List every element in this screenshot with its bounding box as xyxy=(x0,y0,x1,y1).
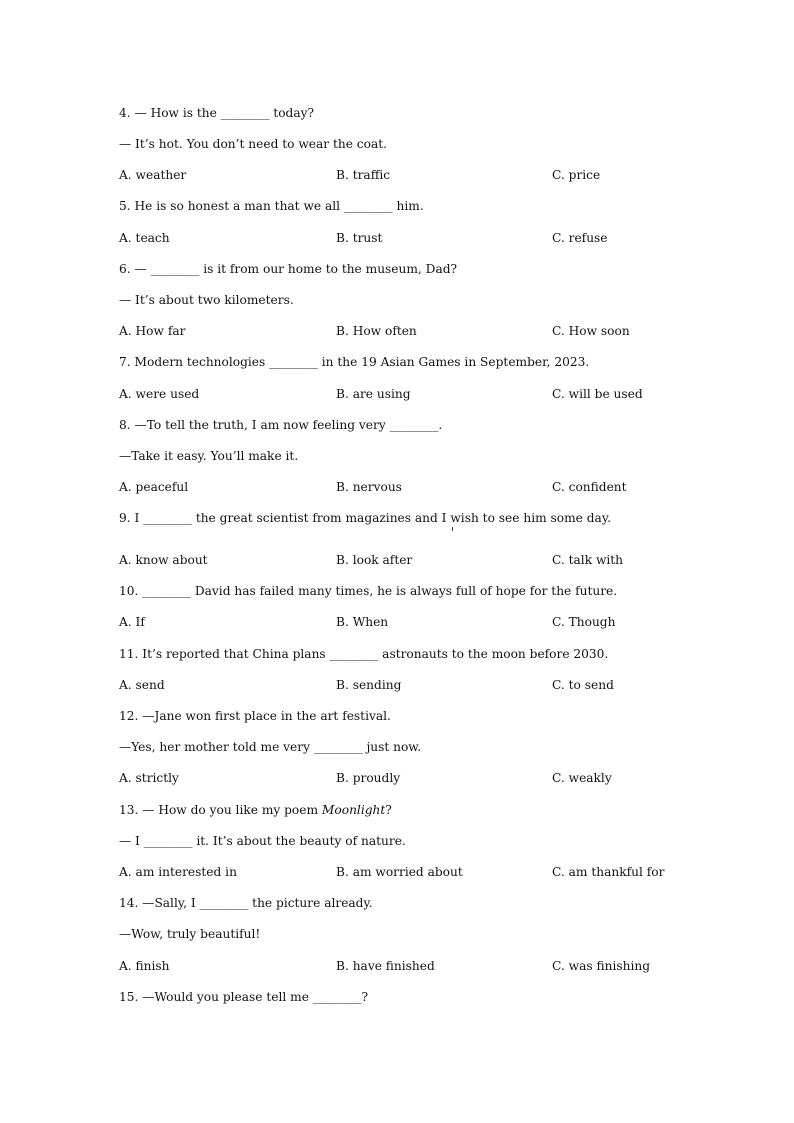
question-14-reply: —Wow, truly beautiful! xyxy=(119,927,261,941)
question-9-stem: 9. I ________ the great scientist from magazines and I wish to see him some day. xyxy=(119,511,611,525)
question-14-option-a: A. finish xyxy=(119,959,170,973)
question-5-option-a: A. teach xyxy=(119,231,170,245)
question-4-option-c: C. price xyxy=(552,168,601,182)
question-7-option-a: A. were used xyxy=(119,387,200,401)
question-13-stem xyxy=(119,802,392,818)
question-11-option-b: B. sending xyxy=(336,678,402,692)
question-11-option-c: C. to send xyxy=(552,678,614,692)
question-13-reply: — I ________ it. It’s about the beauty of nature. xyxy=(119,834,406,848)
question-12-reply: —Yes, her mother told me very ________ just now. xyxy=(119,740,422,754)
question-14-option-b: B. have finished xyxy=(336,959,435,973)
question-12-option-c: C. weakly xyxy=(552,771,612,785)
question-8-stem: 8. —To tell the truth, I am now feeling very ________. xyxy=(119,418,443,432)
question-6-option-a: A. How far xyxy=(119,324,186,338)
question-13-option-b: B. am worried about xyxy=(336,865,463,879)
question-6-option-b: B. How often xyxy=(336,324,417,338)
question-14-stem: 14. —Sally, I ________ the picture already. xyxy=(119,896,373,910)
question-11-stem: 11. It’s reported that China plans ________ astronauts to the moon before 2030. xyxy=(119,647,609,661)
question-4-stem: 4. — How is the ________ today? xyxy=(119,106,315,120)
stray-mark xyxy=(452,527,453,531)
poem-title: Moonlight xyxy=(321,803,386,817)
question-8-option-a: A. peaceful xyxy=(119,480,189,494)
question-7-option-c: C. will be used xyxy=(552,387,643,401)
question-12-option-a: A. strictly xyxy=(119,771,179,785)
question-4-option-b: B. traffic xyxy=(336,168,391,182)
question-10-option-b: B. When xyxy=(336,615,389,629)
question-13-stem-end: ? xyxy=(385,803,392,817)
question-9-option-c: C. talk with xyxy=(552,553,624,567)
question-14-option-c: C. was finishing xyxy=(552,959,650,973)
question-8-option-b: B. nervous xyxy=(336,480,402,494)
question-4-reply: — It’s hot. You don’t need to wear the coat. xyxy=(119,137,387,151)
question-10-option-a: A. If xyxy=(119,615,145,629)
question-5-option-c: C. refuse xyxy=(552,231,608,245)
question-9-option-b: B. look after xyxy=(336,553,413,567)
question-7-stem: 7. Modern technologies ________ in the 19 Asian Games in September, 2023. xyxy=(119,355,590,369)
question-9-option-a: A. know about xyxy=(119,553,208,567)
question-15-stem: 15. —Would you please tell me ________? xyxy=(119,990,369,1004)
question-11-option-a: A. send xyxy=(119,678,165,692)
question-6-option-c: C. How soon xyxy=(552,324,630,338)
question-13-stem-text: 13. — How do you like my poem xyxy=(119,803,322,817)
question-10-stem: 10. ________ David has failed many times, he is always full of hope for the future. xyxy=(119,584,618,598)
question-5-stem: 5. He is so honest a man that we all ________ him. xyxy=(119,199,424,213)
question-12-stem: 12. —Jane won first place in the art festival. xyxy=(119,709,391,723)
question-6-reply: — It’s about two kilometers. xyxy=(119,293,294,307)
question-6-stem: 6. — ________ is it from our home to the museum, Dad? xyxy=(119,262,458,276)
question-4-option-a: A. weather xyxy=(119,168,187,182)
question-12-option-b: B. proudly xyxy=(336,771,401,785)
question-10-option-c: C. Though xyxy=(552,615,616,629)
question-13-option-a: A. am interested in xyxy=(119,865,237,879)
question-5-option-b: B. trust xyxy=(336,231,383,245)
question-13-option-c: C. am thankful for xyxy=(552,865,665,879)
question-7-option-b: B. are using xyxy=(336,387,411,401)
question-8-option-c: C. confident xyxy=(552,480,627,494)
question-8-reply: —Take it easy. You’ll make it. xyxy=(119,449,299,463)
